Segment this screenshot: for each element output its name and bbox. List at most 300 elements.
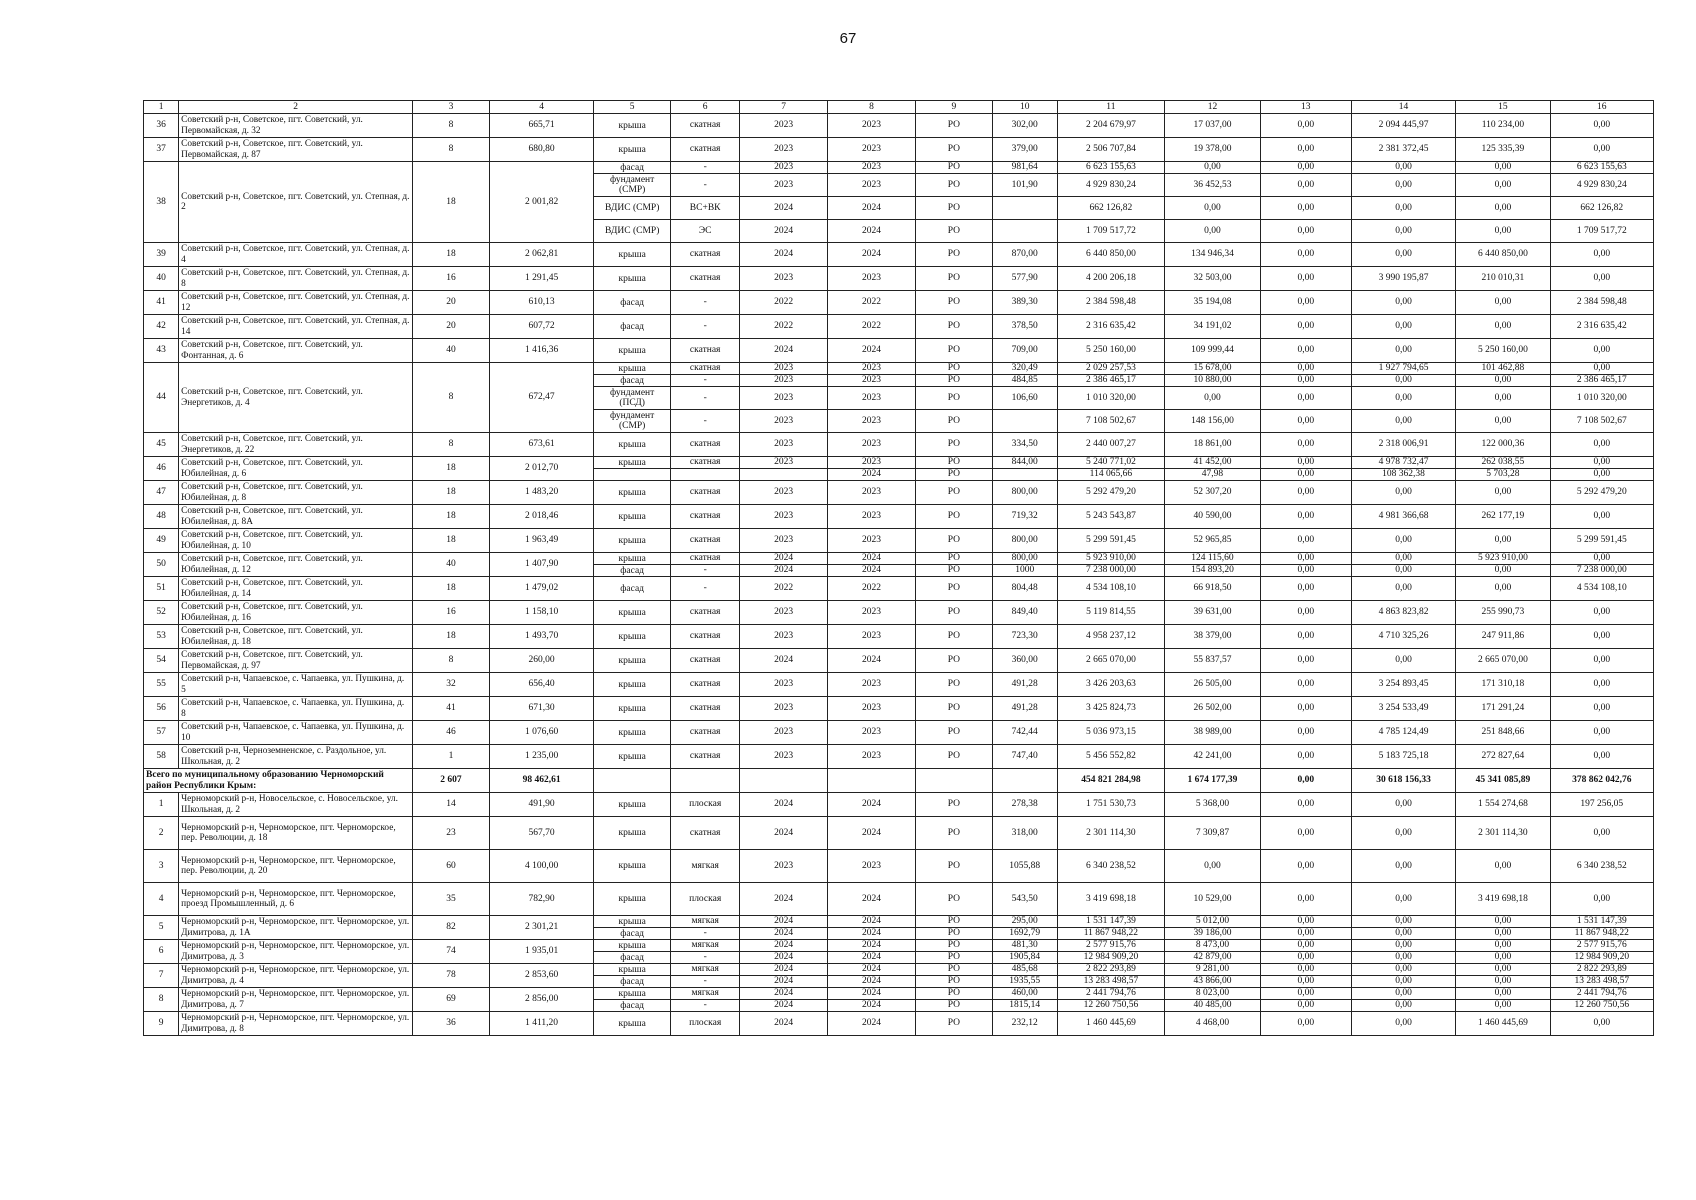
- table-row: [144, 1012, 1654, 1036]
- element-cell: крыша: [594, 339, 671, 363]
- fund-c-cell: 0,00: [1456, 315, 1550, 339]
- cost-cell: 2 301 114,30: [1057, 817, 1165, 850]
- year-cell: 2024: [828, 1012, 916, 1036]
- element-cell: крыша: [594, 114, 671, 138]
- apartments-cell: 78: [413, 964, 490, 988]
- element-cell: крыша: [594, 649, 671, 673]
- row-number: 51: [144, 577, 179, 601]
- year-cell: 2024: [828, 339, 916, 363]
- element-cell: крыша: [594, 883, 671, 916]
- area-cell: 4 100,00: [489, 850, 593, 883]
- fund-d-cell: 7 238 000,00: [1550, 565, 1653, 577]
- address-cell: Черноморский р-н, Черноморское, пгт. Черноморское, ул. Димитрова, д. 3: [179, 940, 413, 964]
- fund-c-cell: 0,00: [1456, 481, 1550, 505]
- address-cell: Черноморский р-н, Черноморское, пгт. Черноморское, ул. Димитрова, д. 8: [179, 1012, 413, 1036]
- apartments-cell: 2 607: [413, 769, 490, 793]
- specific-cost-cell: 38 379,00: [1165, 625, 1261, 649]
- fund-c-cell: 0,00: [1456, 174, 1550, 197]
- area-cell: 1 407,90: [489, 553, 593, 577]
- document-table-container: [143, 100, 1654, 1036]
- area-cell: 673,61: [489, 433, 593, 457]
- row-number: 39: [144, 243, 179, 267]
- specific-cost-cell: 38 989,00: [1165, 721, 1261, 745]
- fund-d-cell: 0,00: [1550, 721, 1653, 745]
- plan-year-cell: 2024: [740, 339, 828, 363]
- year-cell: 2023: [828, 457, 916, 469]
- source-cell: РО: [915, 952, 992, 964]
- table-row: [144, 505, 1654, 529]
- specific-cost-cell: 124 115,60: [1165, 553, 1261, 565]
- source-cell: РО: [915, 267, 992, 291]
- element-cell: [594, 769, 671, 793]
- area-cell: 680,80: [489, 138, 593, 162]
- fund-c-cell: 251 848,66: [1456, 721, 1550, 745]
- year-cell: 2023: [828, 673, 916, 697]
- address-cell: Советский р-н, Советское, пгт. Советский, ул. Юбилейная, д. 12: [179, 553, 413, 577]
- element-cell: крыша: [594, 267, 671, 291]
- apartments-cell: 8: [413, 114, 490, 138]
- fund-d-cell: 0,00: [1550, 138, 1653, 162]
- element-cell: крыша: [594, 481, 671, 505]
- fund-c-cell: 171 310,18: [1456, 673, 1550, 697]
- row-number: 5: [144, 916, 179, 940]
- source-cell: РО: [915, 410, 992, 433]
- table-row: [144, 988, 1654, 1000]
- element-cell: крыша: [594, 433, 671, 457]
- address-cell: Черноморский р-н, Новосельское, с. Новосельское, ул. Школьная, д. 2: [179, 793, 413, 817]
- fund-c-cell: 0,00: [1456, 952, 1550, 964]
- fund-d-cell: 12 984 909,20: [1550, 952, 1653, 964]
- fund-d-cell: 0,00: [1550, 745, 1653, 769]
- area-cell: 1 416,36: [489, 339, 593, 363]
- volume-cell: 484,85: [992, 375, 1057, 387]
- roof-type-cell: плоская: [671, 883, 740, 916]
- cost-cell: 1 709 517,72: [1057, 220, 1165, 243]
- roof-type-cell: ВС+ВК: [671, 197, 740, 220]
- volume-cell: 800,00: [992, 553, 1057, 565]
- volume-cell: 742,44: [992, 721, 1057, 745]
- table-row: [144, 457, 1654, 469]
- element-cell: фасад: [594, 976, 671, 988]
- address-cell: Советский р-н, Черноземненское, с. Раздольное, ул. Школьная, д. 2: [179, 745, 413, 769]
- fund-a-cell: 0,00: [1260, 197, 1351, 220]
- table-row: [144, 162, 1654, 174]
- cost-cell: 3 425 824,73: [1057, 697, 1165, 721]
- apartments-cell: 8: [413, 649, 490, 673]
- volume-cell: 1055,88: [992, 850, 1057, 883]
- plan-year-cell: 2024: [740, 964, 828, 976]
- table-row: [144, 339, 1654, 363]
- column-header: 15: [1456, 101, 1550, 114]
- fund-b-cell: 0,00: [1351, 291, 1455, 315]
- volume-cell: 800,00: [992, 481, 1057, 505]
- area-cell: 2 062,81: [489, 243, 593, 267]
- row-number: 6: [144, 940, 179, 964]
- row-number: 50: [144, 553, 179, 577]
- fund-d-cell: 6 340 238,52: [1550, 850, 1653, 883]
- year-cell: 2023: [828, 162, 916, 174]
- volume-cell: 334,50: [992, 433, 1057, 457]
- volume-cell: [992, 220, 1057, 243]
- year-cell: 2023: [828, 697, 916, 721]
- cost-cell: 3 426 203,63: [1057, 673, 1165, 697]
- fund-d-cell: 4 929 830,24: [1550, 174, 1653, 197]
- cost-cell: 5 250 160,00: [1057, 339, 1165, 363]
- source-cell: РО: [915, 673, 992, 697]
- area-cell: 1 493,70: [489, 625, 593, 649]
- plan-year-cell: [740, 769, 828, 793]
- element-cell: крыша: [594, 601, 671, 625]
- apartments-cell: 23: [413, 817, 490, 850]
- header-row: [144, 101, 1654, 114]
- volume-cell: 491,28: [992, 697, 1057, 721]
- column-header: 4: [489, 101, 593, 114]
- year-cell: 2024: [828, 817, 916, 850]
- roof-type-cell: скатная: [671, 745, 740, 769]
- cost-cell: 2 441 794,76: [1057, 988, 1165, 1000]
- fund-b-cell: 4 785 124,49: [1351, 721, 1455, 745]
- roof-type-cell: скатная: [671, 363, 740, 375]
- year-cell: 2023: [828, 601, 916, 625]
- year-cell: 2023: [828, 267, 916, 291]
- source-cell: РО: [915, 1012, 992, 1036]
- address-cell: Черноморский р-н, Черноморское, пгт. Черноморское, проезд Промышленный, д. 6: [179, 883, 413, 916]
- volume-cell: [992, 197, 1057, 220]
- roof-type-cell: скатная: [671, 673, 740, 697]
- table-body: [144, 114, 1654, 1036]
- column-header: 2: [179, 101, 413, 114]
- specific-cost-cell: 42 241,00: [1165, 745, 1261, 769]
- area-cell: 567,70: [489, 817, 593, 850]
- address-cell: Черноморский р-н, Черноморское, пгт. Черноморское, ул. Димитрова, д. 1А: [179, 916, 413, 940]
- apartments-cell: 18: [413, 505, 490, 529]
- table-row: [144, 745, 1654, 769]
- table-row: [144, 601, 1654, 625]
- fund-b-cell: 0,00: [1351, 529, 1455, 553]
- row-number: 57: [144, 721, 179, 745]
- year-cell: 2023: [828, 138, 916, 162]
- address-cell: Советский р-н, Советское, пгт. Советский, ул. Юбилейная, д. 6: [179, 457, 413, 481]
- volume-cell: 101,90: [992, 174, 1057, 197]
- year-cell: 2023: [828, 481, 916, 505]
- volume-cell: 1815,14: [992, 1000, 1057, 1012]
- fund-a-cell: 0,00: [1260, 174, 1351, 197]
- plan-year-cell: 2024: [740, 243, 828, 267]
- fund-c-cell: 0,00: [1456, 976, 1550, 988]
- volume-cell: 981,64: [992, 162, 1057, 174]
- specific-cost-cell: 134 946,34: [1165, 243, 1261, 267]
- row-number: 8: [144, 988, 179, 1012]
- address-cell: Черноморский р-н, Черноморское, пгт. Черноморское, пер. Революции, д. 18: [179, 817, 413, 850]
- fund-d-cell: 1 010 320,00: [1550, 387, 1653, 410]
- fund-d-cell: 4 534 108,10: [1550, 577, 1653, 601]
- year-cell: [828, 769, 916, 793]
- roof-type-cell: мягкая: [671, 850, 740, 883]
- apartments-cell: 60: [413, 850, 490, 883]
- year-cell: 2024: [828, 940, 916, 952]
- specific-cost-cell: 0,00: [1165, 850, 1261, 883]
- table-row: [144, 481, 1654, 505]
- cost-cell: 454 821 284,98: [1057, 769, 1165, 793]
- fund-c-cell: 210 010,31: [1456, 267, 1550, 291]
- area-cell: 1 158,10: [489, 601, 593, 625]
- specific-cost-cell: 8 473,00: [1165, 940, 1261, 952]
- volume-cell: 804,48: [992, 577, 1057, 601]
- fund-b-cell: 0,00: [1351, 883, 1455, 916]
- year-cell: 2023: [828, 174, 916, 197]
- roof-type-cell: [671, 469, 740, 481]
- element-cell: крыша: [594, 457, 671, 469]
- roof-type-cell: -: [671, 565, 740, 577]
- column-header: 14: [1351, 101, 1455, 114]
- plan-year-cell: 2023: [740, 457, 828, 469]
- fund-b-cell: 0,00: [1351, 387, 1455, 410]
- fund-c-cell: 0,00: [1456, 291, 1550, 315]
- roof-type-cell: скатная: [671, 114, 740, 138]
- cost-cell: 4 958 237,12: [1057, 625, 1165, 649]
- plan-year-cell: 2024: [740, 940, 828, 952]
- specific-cost-cell: 10 880,00: [1165, 375, 1261, 387]
- plan-year-cell: 2024: [740, 1012, 828, 1036]
- specific-cost-cell: 47,98: [1165, 469, 1261, 481]
- specific-cost-cell: 39 631,00: [1165, 601, 1261, 625]
- roof-type-cell: скатная: [671, 243, 740, 267]
- source-cell: РО: [915, 457, 992, 469]
- roof-type-cell: скатная: [671, 553, 740, 565]
- row-number: 46: [144, 457, 179, 481]
- area-cell: 260,00: [489, 649, 593, 673]
- address-cell: Советский р-н, Советское, пгт. Советский, ул. Энергетиков, д. 22: [179, 433, 413, 457]
- plan-year-cell: 2024: [740, 565, 828, 577]
- specific-cost-cell: 26 502,00: [1165, 697, 1261, 721]
- year-cell: 2023: [828, 114, 916, 138]
- source-cell: РО: [915, 649, 992, 673]
- element-cell: фундамент (СМР): [594, 174, 671, 197]
- column-header: 10: [992, 101, 1057, 114]
- cost-cell: 2 316 635,42: [1057, 315, 1165, 339]
- table-row: [144, 267, 1654, 291]
- fund-b-cell: 3 990 195,87: [1351, 267, 1455, 291]
- fund-d-cell: 13 283 498,57: [1550, 976, 1653, 988]
- apartments-cell: 16: [413, 267, 490, 291]
- roof-type-cell: мягкая: [671, 988, 740, 1000]
- fund-b-cell: 0,00: [1351, 565, 1455, 577]
- fund-c-cell: 262 177,19: [1456, 505, 1550, 529]
- area-cell: 1 963,49: [489, 529, 593, 553]
- volume-cell: [992, 469, 1057, 481]
- roof-type-cell: -: [671, 952, 740, 964]
- source-cell: РО: [915, 697, 992, 721]
- year-cell: 2023: [828, 387, 916, 410]
- roof-type-cell: скатная: [671, 267, 740, 291]
- fund-a-cell: 0,00: [1260, 817, 1351, 850]
- element-cell: крыша: [594, 1012, 671, 1036]
- specific-cost-cell: 4 468,00: [1165, 1012, 1261, 1036]
- roof-type-cell: скатная: [671, 721, 740, 745]
- volume-cell: 719,32: [992, 505, 1057, 529]
- fund-d-cell: 0,00: [1550, 243, 1653, 267]
- fund-a-cell: 0,00: [1260, 481, 1351, 505]
- fund-c-cell: 0,00: [1456, 410, 1550, 433]
- table-row: [144, 673, 1654, 697]
- plan-year-cell: 2024: [740, 793, 828, 817]
- fund-b-cell: 0,00: [1351, 817, 1455, 850]
- area-cell: 2 001,82: [489, 162, 593, 243]
- area-cell: 2 012,70: [489, 457, 593, 481]
- capital-repair-table: [143, 100, 1654, 1036]
- fund-d-cell: 2 386 465,17: [1550, 375, 1653, 387]
- fund-b-cell: 0,00: [1351, 649, 1455, 673]
- apartments-cell: 69: [413, 988, 490, 1012]
- source-cell: РО: [915, 976, 992, 988]
- fund-d-cell: 0,00: [1550, 817, 1653, 850]
- roof-type-cell: -: [671, 928, 740, 940]
- source-cell: [915, 769, 992, 793]
- volume-cell: 1905,84: [992, 952, 1057, 964]
- fund-c-cell: 171 291,24: [1456, 697, 1550, 721]
- cost-cell: 5 456 552,82: [1057, 745, 1165, 769]
- plan-year-cell: 2023: [740, 625, 828, 649]
- plan-year-cell: 2024: [740, 976, 828, 988]
- fund-a-cell: 0,00: [1260, 673, 1351, 697]
- area-cell: 665,71: [489, 114, 593, 138]
- cost-cell: 6 340 238,52: [1057, 850, 1165, 883]
- source-cell: РО: [915, 114, 992, 138]
- fund-a-cell: 0,00: [1260, 577, 1351, 601]
- fund-c-cell: 5 250 160,00: [1456, 339, 1550, 363]
- apartments-cell: 40: [413, 553, 490, 577]
- fund-a-cell: 0,00: [1260, 565, 1351, 577]
- volume-cell: 278,38: [992, 793, 1057, 817]
- table-row: [144, 850, 1654, 883]
- row-number: 49: [144, 529, 179, 553]
- fund-a-cell: 0,00: [1260, 114, 1351, 138]
- plan-year-cell: 2024: [740, 649, 828, 673]
- fund-a-cell: 0,00: [1260, 267, 1351, 291]
- roof-type-cell: мягкая: [671, 940, 740, 952]
- volume-cell: 485,68: [992, 964, 1057, 976]
- fund-a-cell: 0,00: [1260, 916, 1351, 928]
- row-number: 36: [144, 114, 179, 138]
- column-header: 1: [144, 101, 179, 114]
- table-row: [144, 916, 1654, 928]
- cost-cell: 5 299 591,45: [1057, 529, 1165, 553]
- volume-cell: 1000: [992, 565, 1057, 577]
- column-header: 3: [413, 101, 490, 114]
- area-cell: 98 462,61: [489, 769, 593, 793]
- area-cell: 2 853,60: [489, 964, 593, 988]
- cost-cell: 4 200 206,18: [1057, 267, 1165, 291]
- volume-cell: 460,00: [992, 988, 1057, 1000]
- address-cell: Советский р-н, Советское, пгт. Советский, ул. Юбилейная, д. 10: [179, 529, 413, 553]
- area-cell: 671,30: [489, 697, 593, 721]
- fund-b-cell: 0,00: [1351, 481, 1455, 505]
- apartments-cell: 41: [413, 697, 490, 721]
- area-cell: 2 018,46: [489, 505, 593, 529]
- fund-b-cell: 0,00: [1351, 976, 1455, 988]
- fund-d-cell: 0,00: [1550, 457, 1653, 469]
- fund-a-cell: 0,00: [1260, 243, 1351, 267]
- fund-b-cell: 2 094 445,97: [1351, 114, 1455, 138]
- specific-cost-cell: 109 999,44: [1165, 339, 1261, 363]
- element-cell: фасад: [594, 928, 671, 940]
- row-number: 56: [144, 697, 179, 721]
- cost-cell: 2 440 007,27: [1057, 433, 1165, 457]
- source-cell: РО: [915, 315, 992, 339]
- apartments-cell: 40: [413, 339, 490, 363]
- row-number: 9: [144, 1012, 179, 1036]
- year-cell: 2022: [828, 315, 916, 339]
- source-cell: РО: [915, 916, 992, 928]
- year-cell: 2023: [828, 505, 916, 529]
- apartments-cell: 18: [413, 162, 490, 243]
- fund-c-cell: 272 827,64: [1456, 745, 1550, 769]
- roof-type-cell: плоская: [671, 1012, 740, 1036]
- fund-c-cell: 0,00: [1456, 928, 1550, 940]
- address-cell: Советский р-н, Советское, пгт. Советский, ул. Юбилейная, д. 18: [179, 625, 413, 649]
- fund-d-cell: 0,00: [1550, 697, 1653, 721]
- fund-d-cell: 378 862 042,76: [1550, 769, 1653, 793]
- specific-cost-cell: 36 452,53: [1165, 174, 1261, 197]
- source-cell: РО: [915, 339, 992, 363]
- volume-cell: 389,30: [992, 291, 1057, 315]
- cost-cell: 1 010 320,00: [1057, 387, 1165, 410]
- apartments-cell: 20: [413, 291, 490, 315]
- fund-a-cell: 0,00: [1260, 625, 1351, 649]
- fund-d-cell: 0,00: [1550, 649, 1653, 673]
- area-cell: 2 856,00: [489, 988, 593, 1012]
- apartments-cell: 18: [413, 457, 490, 481]
- fund-c-cell: 2 301 114,30: [1456, 817, 1550, 850]
- volume-cell: 1935,55: [992, 976, 1057, 988]
- cost-cell: 1 460 445,69: [1057, 1012, 1165, 1036]
- fund-a-cell: 0,00: [1260, 162, 1351, 174]
- element-cell: крыша: [594, 529, 671, 553]
- fund-b-cell: 0,00: [1351, 928, 1455, 940]
- address-cell: Советский р-н, Советское, пгт. Советский, ул. Юбилейная, д. 14: [179, 577, 413, 601]
- fund-d-cell: 0,00: [1550, 883, 1653, 916]
- volume-cell: 577,90: [992, 267, 1057, 291]
- fund-c-cell: 0,00: [1456, 988, 1550, 1000]
- cost-cell: 7 108 502,67: [1057, 410, 1165, 433]
- volume-cell: 360,00: [992, 649, 1057, 673]
- apartments-cell: 1: [413, 745, 490, 769]
- cost-cell: 2 386 465,17: [1057, 375, 1165, 387]
- fund-a-cell: 0,00: [1260, 793, 1351, 817]
- fund-d-cell: 0,00: [1550, 433, 1653, 457]
- fund-a-cell: 0,00: [1260, 988, 1351, 1000]
- cost-cell: 12 984 909,20: [1057, 952, 1165, 964]
- cost-cell: 114 065,66: [1057, 469, 1165, 481]
- fund-c-cell: 247 911,86: [1456, 625, 1550, 649]
- apartments-cell: 18: [413, 577, 490, 601]
- fund-b-cell: 0,00: [1351, 553, 1455, 565]
- column-header: 5: [594, 101, 671, 114]
- fund-a-cell: 0,00: [1260, 649, 1351, 673]
- year-cell: 2023: [828, 850, 916, 883]
- table-row: [144, 817, 1654, 850]
- source-cell: РО: [915, 928, 992, 940]
- plan-year-cell: 2023: [740, 673, 828, 697]
- year-cell: 2023: [828, 410, 916, 433]
- specific-cost-cell: 15 678,00: [1165, 363, 1261, 375]
- column-header: 16: [1550, 101, 1653, 114]
- specific-cost-cell: 8 023,00: [1165, 988, 1261, 1000]
- fund-c-cell: 6 440 850,00: [1456, 243, 1550, 267]
- element-cell: [594, 469, 671, 481]
- year-cell: 2024: [828, 976, 916, 988]
- fund-a-cell: 0,00: [1260, 387, 1351, 410]
